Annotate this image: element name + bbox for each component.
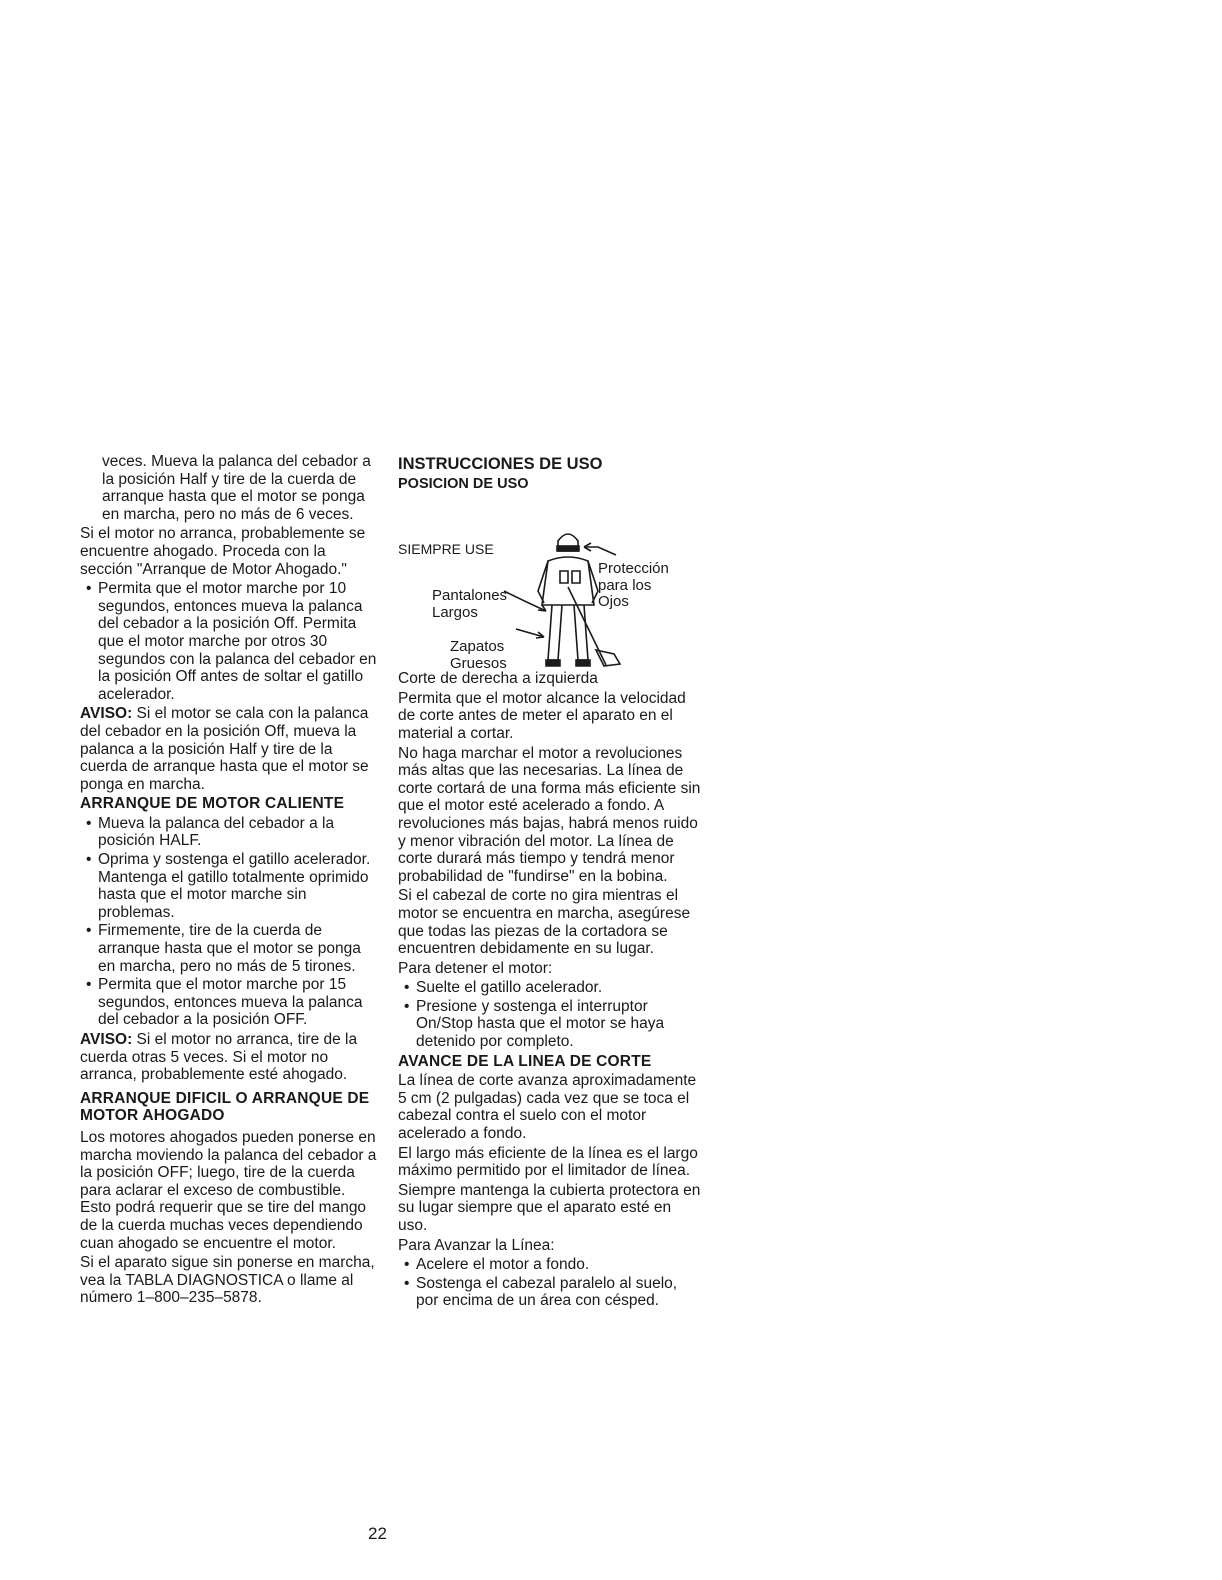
section-heading: INSTRUCCIONES DE USO [398,455,603,473]
page-number: 22 [368,1524,387,1543]
list-item: • Mueva la palanca del cebador a la posición HALF. [86,814,335,850]
list-item: • Presione y sostenga el interruptor On/Stop hasta que el motor se haya detenido por completo. [404,997,665,1051]
paragraph: Si el aparato sigue sin ponerse en marcha, vea la TABLA DIAGNOSTICA o llame al número 1–800–235–5878. [80,1254,375,1307]
pantalones-label: Pantalones Largos [432,587,508,621]
paragraph: No haga marchar el motor a revoluciones más altas que las necesarias. La línea de corte cortará de una forma más eficiente sin que el motor esté acelerado a fondo. A revoluciones más bajas, habrá menos ruido y menor vibración del motor. La línea de corte durará más tiempo y tendrá menor probabilidad de "fundirse" en la bobina. [398,744,701,885]
bullet-icon: • [86,814,92,832]
list-item: • Permita que el motor marche por 15 segundos, entonces mueva la palanca del cebador a la posición OFF. [86,976,363,1029]
bullet-list [398,1256,703,1310]
paragraph: La línea de corte avanza aproximadamente 5 cm (2 pulgadas) cada vez que se toca el cabezal contra el suelo con el motor acelerado a fondo. [398,1072,697,1143]
list-item: • Oprima y sostenga el gatillo acelerador. Mantenga el gatillo totalmente oprimido hasta que el motor marche sin problemas. [86,851,371,921]
siempre-label: SIEMPRE USE [398,541,494,558]
bullet-list [398,979,703,1050]
bullet-icon: • [404,1256,410,1274]
list-item: • Suelte el gatillo acelerador. [404,979,603,997]
zapatos-label: Zapatos Gruesos [450,638,507,672]
list-item: • Acelere el motor a fondo. [404,1256,590,1274]
aviso-label: AVISO: [80,705,133,723]
bullet-icon: • [404,997,410,1015]
section-heading: ARRANQUE DE MOTOR CALIENTE [80,795,345,813]
paragraph: Los motores ahogados pueden ponerse en marcha moviendo la palanca del cebador a la posición OFF; luego, tire de la cuerda para aclarar el exceso de combustible. Esto podrá requerir que se tire del mango de la cuerda muchas veces dependiendo cuan ahogado se encuentre el motor. [80,1128,377,1252]
section-heading: ARRANQUE DIFICIL O ARRANQUE DE MOTOR AHOGADO [80,1089,370,1125]
aviso-paragraph: AVISO: Si el motor no arranca, tire de la cuerda otras 5 veces. Si el motor no arranca, probablemente esté ahogado. [80,1031,358,1084]
bullet-icon: • [86,922,92,940]
paragraph: Si el motor no arranca, probablemente se encuentre ahogado. Proceda con la sección "Arranque de Motor Ahogado." [80,525,366,578]
bullet-list [80,580,380,703]
paragraph: Para Avanzar la Línea: [398,1236,555,1254]
paragraph: Siempre mantenga la cubierta protectora en su lugar siempre que el aparato esté en uso. [398,1181,701,1234]
left-column [80,453,380,1309]
section-heading: AVANCE DE LA LINEA DE CORTE [398,1052,652,1070]
aviso-label: AVISO: [80,1031,133,1048]
paragraph: veces. Mueva la palanca del cebador a la posición Half y tire de la cuerda de arranque hasta que el motor se ponga en marcha, pero no más de 6 veces. [102,453,371,523]
paragraph: Para detener el motor: [398,959,553,977]
paragraph: El largo más eficiente de la línea es el largo máximo permitido por el limitador de línea. [398,1144,698,1180]
aviso-paragraph: AVISO: Si el motor se cala con la palanca del cebador en la posición Off, mueva la palanca a la posición Half y tire de la cuerda de arranque hasta que el motor se ponga en marcha. [80,705,369,793]
bullet-icon: • [86,580,92,598]
paragraph: Permita que el motor alcance la velocidad de corte antes de meter el aparato en el material a cortar. [398,689,686,742]
figure-caption: Corte de derecha a izquierda [398,670,598,688]
operating-position-figure [398,495,703,670]
subsection-heading: POSICION DE USO [398,475,529,492]
right-column [398,456,703,1312]
bullet-icon: • [86,851,92,869]
list-item: • Sostenga el cabezal paralelo al suelo, por encima de un área con césped. [404,1274,678,1310]
list-item: • Firmemente, tire de la cuerda de arranque hasta que el motor se ponga en marcha, pero no más de 5 tirones. [86,922,361,975]
list-item: • Permita que el motor marche por 10 segundos, entonces mueva la palanca del cebador a la posición Off. Permita que el motor marche por otros 30 segundos con la palanca del cebador en la posición Off antes de soltar el gatillo acelerador. [86,580,377,703]
bullet-icon: • [404,1274,410,1292]
bullet-list [80,815,380,1029]
bullet-icon: • [404,979,410,997]
bullet-icon: • [86,976,92,994]
paragraph: Si el cabezal de corte no gira mientras el motor se encuentra en marcha, asegúrese que todas las piezas de la cortadora se encuentren debidamente en su lugar. [398,887,691,958]
proteccion-label: Protección para los Ojos [598,560,669,611]
